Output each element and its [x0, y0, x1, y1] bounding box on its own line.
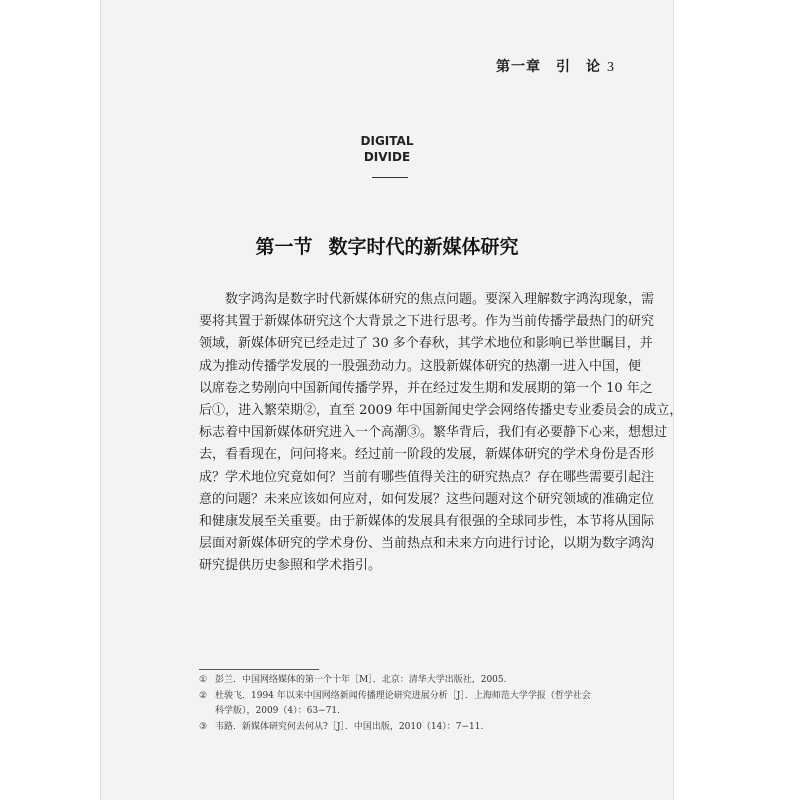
body-line: 层面对新媒体研究的学术身份、当前热点和未来方向进行讨论，以期为数字鸿沟 — [199, 536, 655, 552]
footnote-2 — [199, 689, 629, 720]
footnote-mark: ① — [199, 675, 208, 685]
body-line: 研究提供历史参照和学术指引。 — [199, 558, 382, 574]
footnote-mark: ② — [199, 690, 208, 701]
topic-label — [101, 133, 673, 165]
body-line: 成？学术地位究竟如何？当前有哪些值得关注的研究热点？存在哪些需要引起注 — [199, 469, 655, 485]
body-paragraph — [199, 289, 683, 578]
section-title: 数字时代的新媒体研究 — [328, 236, 519, 258]
body-line: 领域，新媒体研究已经走过了 30 多个春秋，其学术地位和影响已举世瞩目，并 — [199, 336, 653, 352]
footnote-3 — [199, 720, 629, 736]
body-line: 去，看看现在，问问将来。经过前一阶段的发展，新媒体研究的学术身份是否形 — [199, 447, 655, 463]
footnote-text: 科学版），2009（4）：63−71. — [215, 706, 340, 716]
topic-label-line-1: DIGITAL — [360, 134, 414, 148]
book-page — [100, 0, 683, 800]
footnote-divider — [199, 669, 319, 670]
page-number: 3 — [607, 60, 615, 75]
footnote-text: 韦路．新媒体研究何去何从?［J］．中国出版，2010（14）：7−11. — [215, 721, 484, 732]
footnote-1 — [199, 673, 629, 689]
footnote-mark: ③ — [199, 721, 208, 732]
section-number: 第一节 — [255, 236, 313, 258]
body-line: 标志着中国新媒体研究进入一个高潮③。繁华背后，我们有必要静下心来，想想过 — [199, 425, 668, 441]
running-head — [496, 56, 615, 76]
footnote-text: 彭兰．中国网络媒体的第一个十年［M］．北京：清华大学出版社，2005. — [215, 675, 507, 685]
footnote-text: 杜骏飞．1994 年以来中国网络新闻传播理论研究进展分析［J］．上海师范大学学报（哲学社会 — [215, 690, 591, 701]
body-line: 后①，进入繁荣期②，直至 2009 年中国新闻史学会网络传播史专业委员会的成立， — [199, 403, 683, 419]
body-line: 以席卷之势剐向中国新闻传播学界，并在经过发生期和发展期的第一个 10 年之 — [199, 380, 653, 396]
chapter-title: 第一章 引 论 — [496, 59, 601, 75]
topic-label-line-2: DIVIDE — [363, 150, 411, 164]
body-line: 要将其置于新媒体研究这个大背景之下进行思考。作为当前传播学最热门的研究 — [199, 314, 655, 330]
body-line: 和健康发展至关重要。由于新媒体的发展具有很强的全球同步性，本节将从国际 — [199, 514, 655, 530]
section-heading — [101, 232, 673, 259]
page-margin — [0, 0, 100, 800]
label-underline — [372, 177, 408, 178]
footnotes — [199, 673, 629, 735]
body-line: 意的问题？未来应该如何应对，如何发展？这些问题对这个研究领域的准确定位 — [199, 491, 655, 507]
body-line: 成为推动传播学发展的一股强劲动力。这股新媒体研究的热潮一进入中国，便 — [199, 358, 642, 374]
body-line: 数字鸿沟是数字时代新媒体研究的焦点问题。要深入理解数字鸿沟现象，需 — [225, 292, 655, 307]
